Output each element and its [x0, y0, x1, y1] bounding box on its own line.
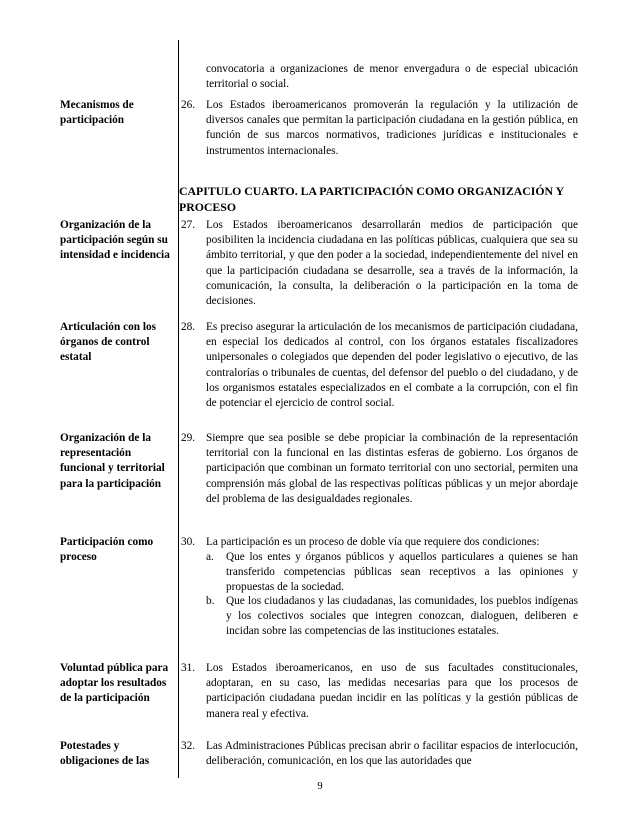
- list-item-letter-b: b.: [206, 595, 215, 607]
- paragraph-26: Los Estados iberoamericanos promoverán la regulación y la utilización de diversos canales que permitan la participación ciudadana en la gestión pública, en función de sus marcos normativos, tradiciones jurídicas e institucionales e instrumentos internacionales.: [206, 99, 578, 157]
- paragraph-28: Es preciso asegurar la articulación de los mecanismos de participación ciudadana, en especial los dedicados al control, con los órganos estatales fiscalizadores unipersonales o colegiados que dependen del poder legislativo o ejecutivo, de las contralorías o tribunales de cuentas, del defensor del pueblo o del ciudadano, y de los organismos estatales especializados en el combate a la corrupción, con el fin de potenciar el ejercicio de control social.: [206, 321, 578, 410]
- chapter-title: CAPITULO CUARTO. LA PARTICIPACIÓN COMO ORGANIZACIÓN Y PROCESO: [179, 184, 564, 214]
- column-divider: [178, 40, 179, 778]
- page-number: 9: [317, 781, 323, 792]
- paragraph-number-26: 26.: [181, 99, 196, 111]
- paragraph-29: Siempre que sea posible se debe propiciar la combinación de la representación territorial con la funcional en las distintas esferas de gobierno. Los órganos de participación que combinan un formato territorial con uno sectorial, permiten una comprensión más global de las respectivas políticas públicas y un mejor abordaje del problema de las desigualdades regionales.: [206, 432, 578, 505]
- paragraph-31: Los Estados iberoamericanos, en uso de sus facultades constitucionales, adoptaran, en su caso, las medidas necesarias para que los procesos de participación ciudadana puedan incidir en las políticas y la gestión públicas de manera real y efectiva.: [206, 662, 578, 720]
- paragraph-number-29: 29.: [181, 432, 196, 444]
- paragraph-27: Los Estados iberoamericanos desarrollarán medios de participación que posibiliten la incidencia ciudadana en las políticas públicas, cualquiera que sea su ámbito territorial, y que den poder a la sociedad, independientemente del nivel en que la participación ciudadana se desarrolle, sea a través de la información, la comunicación, la consulta, la deliberación o la participación en la toma de decisiones.: [206, 219, 578, 308]
- paragraph-number-27: 27.: [181, 219, 196, 231]
- continuation-paragraph: convocatoria a organizaciones de menor envergadura o de especial ubicación territorial o social.: [206, 63, 578, 91]
- paragraph-number-30: 30.: [181, 536, 196, 548]
- paragraph-number-32: 32.: [181, 740, 196, 752]
- section-heading-30: Participación como proceso: [60, 536, 154, 564]
- section-heading-31: Voluntad pública para adoptar los resultados de la participación: [60, 662, 169, 705]
- section-heading-27: Organización de la participación según su intensidad e incidencia: [60, 219, 170, 262]
- paragraph-number-31: 31.: [181, 662, 196, 674]
- paragraph-number-28: 28.: [181, 321, 196, 333]
- paragraph-30: La participación es un proceso de doble vía que requiere dos condiciones:: [206, 536, 540, 548]
- section-heading-26: Mecanismos de participación: [60, 99, 134, 127]
- section-heading-32: Potestades y obligaciones de las: [60, 740, 150, 768]
- list-item-letter-a: a.: [206, 551, 214, 563]
- section-heading-29: Organización de la representación funcional y territorial para la participación: [60, 432, 165, 490]
- paragraph-32: Las Administraciones Públicas precisan abrir o facilitar espacios de interlocución, deliberación, comunicación, en los que las autoridades que: [206, 740, 578, 768]
- section-heading-28: Articulación con los órganos de control estatal: [60, 321, 157, 364]
- list-item-b: Que los ciudadanos y las ciudadanas, las comunidades, los pueblos indígenas y los colectivos sociales que integren conozcan, dialoguen, deliberen e incidan sobre las competencias de las instituciones estatales.: [226, 595, 578, 638]
- list-item-a: Que los entes y órganos públicos y aquellos particulares a quienes se han transferido competencias públicas sean receptivos a las opiniones y propuestas de la sociedad.: [226, 551, 578, 594]
